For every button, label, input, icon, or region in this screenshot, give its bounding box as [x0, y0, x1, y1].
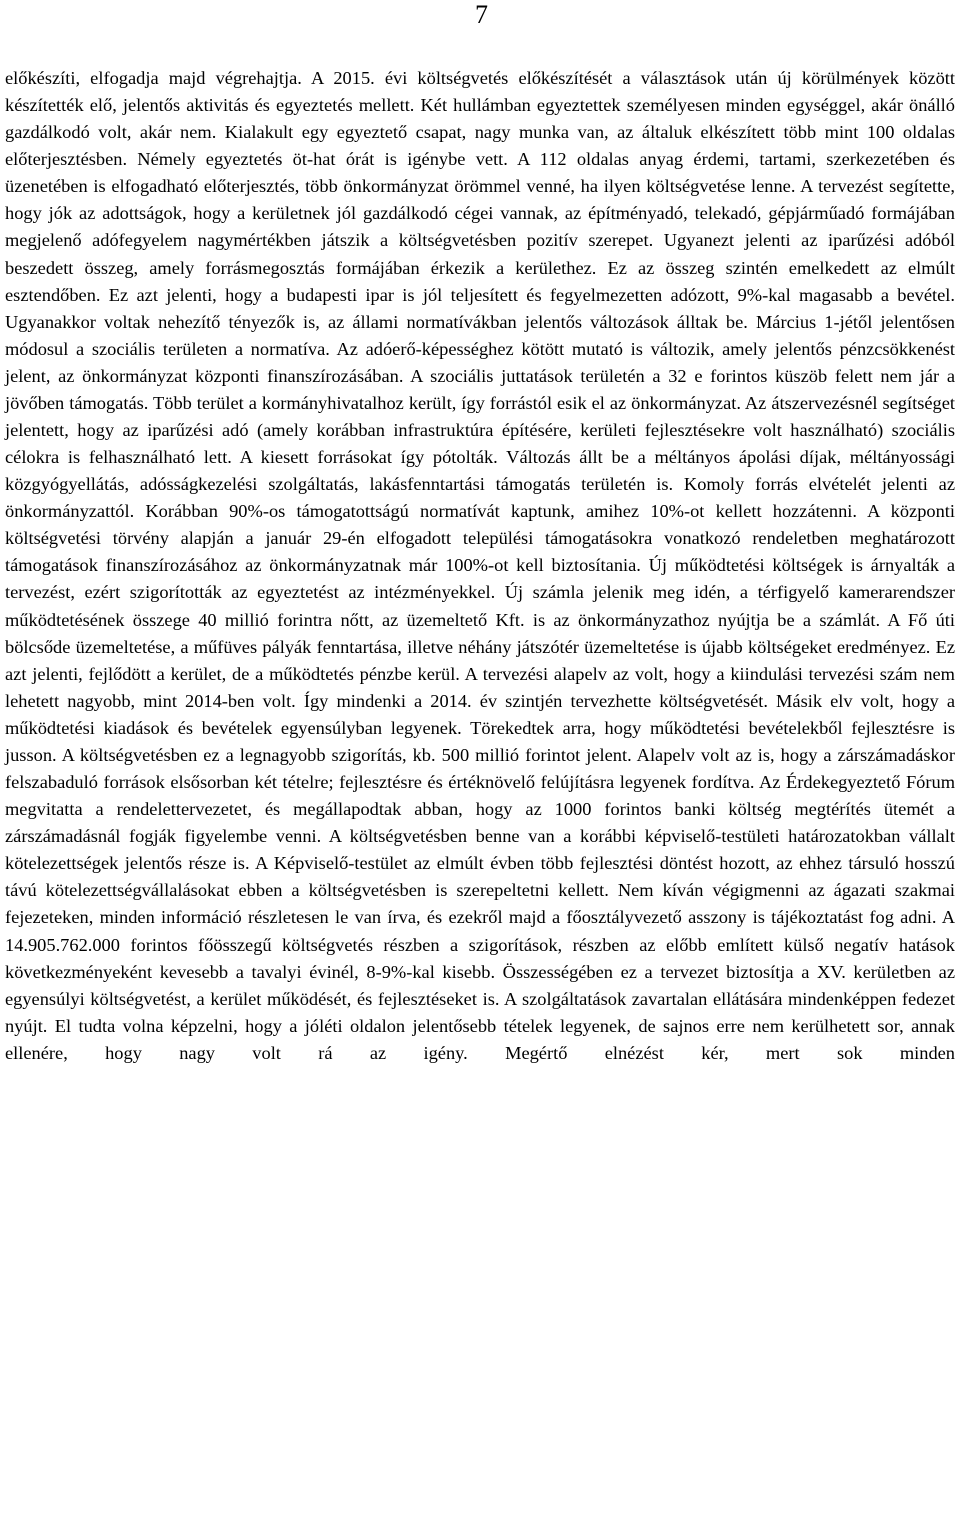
body-paragraph: előkészíti, elfogadja majd végrehajtja. A 2015. évi költségvetés előkészítését a választások után új körülmények között készítették elő, jelentős aktivitás és egyeztetés mellett. Két hullámban egyeztettek személyesen minden egységgel, akár önálló gazdálkodó volt, akár nem. Kialakult egy egyeztető csapat, nagy munka van, az általuk elkészített több mint 100 oldalas előterjesztésben. Némely egyeztetés öt-hat órát is igénybe vett. A 112 oldalas anyag érdemi, tartami, szerkezetében és üzenetében is elfogadható előterjesztés, több önkormányzat örömmel venné, ha ilyen költségvetése lenne. A tervezést segítette, hogy jók az adottságok, hogy a kerületnek jól gazdálkodó cégei vannak, az építményadó, telekadó, gépjárműadó formájában megjelenő adófegyelem nagymértékben játszik a költségvetésben pozitív szerepet. Ugyanezt jelenti az iparűzési adóból beszedett összeg, amely forrásmegosztás formájában érkezik a kerülethez. Ez az összeg szintén emelkedett az elmúlt esztendőben. Ez azt jelenti, hogy a budapesti ipar is jól teljesített és fegyelmezetten adózott, 9%-kal magasabb a bevétel. Ugyanakkor voltak nehezítő tényezők is, az állami normatívákban jelentős változások álltak be. Március 1-jétől jelentősen módosul a szociális területen a normatíva. Az adóerő-képességhez kötött mutató is változik, amely jelentős pénzcsökkenést jelent, az önkormányzat központi finanszírozásában. A szociális juttatások területén a 32 e forintos küszöb felett nem jár a jövőben támogatás. Több terület a kormányhivatalhoz került, így forrástól esik el az önkormányzat. Az átszervezésnél segítséget jelentett, hogy az iparűzési adó (amely korábban infrastruktúra építésére, kerületi fejlesztésekre volt használható) szociális célokra is felhasználható lett. A kiesett forrásokat így pótolták. Változás állt be a méltányos ápolási díjak, méltányossági közgyógyellátás, adósságkezelési szolgáltatás, lakásfenntartási támogatás területén is. Komoly forrás elvételét jelenti az önkormányzattól. Korábban 90%-os támogatottságú normatívát kaptunk, amihez 10%-ot kellett hozzátenni. A központi költségvetési törvény alapján a január 29-én elfogadott települési támogatásokra vonatkozó rendeletben meghatározott támogatások finanszírozásához az önkormányzatnak már 100%-ot kell biztosítania. Új működtetési költségek is árnyalták a tervezést, ezért szigorították az egyeztetést az intézményekkel. Új számla jelenik meg idén, a térfigyelő kamerarendszer működtetésének összege 40 millió forintra nőtt, az üzemeltető Kft. is az önkormányzathoz nyújtja be a számlát. A Fő úti bölcsőde üzemeltetése, a műfüves pályák fenntartása, illetve néhány játszótér üzemeltetése is újabb költségeket eredményez. Ez azt jelenti, fejlődött a kerület, de a működtetés pénzbe kerül. A tervezési alapelv az volt, hogy a kiindulási tervezési szám nem lehetett nagyobb, mint 2014-ben volt. Így mindenki a 2014. év szintjén tervezhette költségvetését. Másik elv volt, hogy a működtetési kiadások és bevételek egyensúlyban legyenek. Törekedtek arra, hogy működtetési bevételekből fejlesztésre is jusson. A költségvetésben ez a legnagyobb szigorítás, kb. 500 millió forintot jelent. Alapelv volt az is, hogy a zárszámadáskor felszabaduló források elsősorban két tételre; fejlesztésre és értéknövelő felújításra legyenek fordítva. Az Érdekegyeztető Fórum megvitatta a rendelettervezetet, és megállapodtak abban, hogy az 1000 forintos banki költség megtérítés ütemét a zárszámadásnál fogják figyelembe venni. A költségvetésben benne van a korábbi képviselő-testületi határozatokban vállalt kötelezettségek jelentős része is. A Képviselő-testület az elmúlt évben több fejlesztési döntést hozott, az ehhez társuló hosszú távú kötelezettségvállalásokat ebben a költségvetésben is szerepeltetni kellett. Nem kíván végigmenni az ágazati szakmai fejezeteken, minden információ részletesen le van írva, és ezekről majd a főosztályvezető asszony is tájékoztatást fog adni. A 14.905.762.000 forintos főösszegű költségvetés részben a szigorítások, részben az előbb említett külső negatív hatások következményeként kevesebb a tavalyi évinél, 8-9%-kal kisebb. Összességében ez a tervezet biztosítja a XV. kerületben az egyensúlyi költségvetést, a kerület működését, és fejlesztéseket is. A szolgáltatások zavartalan ellátására mindenképpen fedezet nyújt. El tudta volna képzelni, hogy a jóléti oldalon jelentősebb tételek legyenek, de sajnos erre nem kerülhetett sor, annak ellenére, hogy nagy volt rá az igény. Megértő elnézést kér, mert sok minden [5, 68, 955, 1063]
page-number: 7 [475, 0, 488, 29]
